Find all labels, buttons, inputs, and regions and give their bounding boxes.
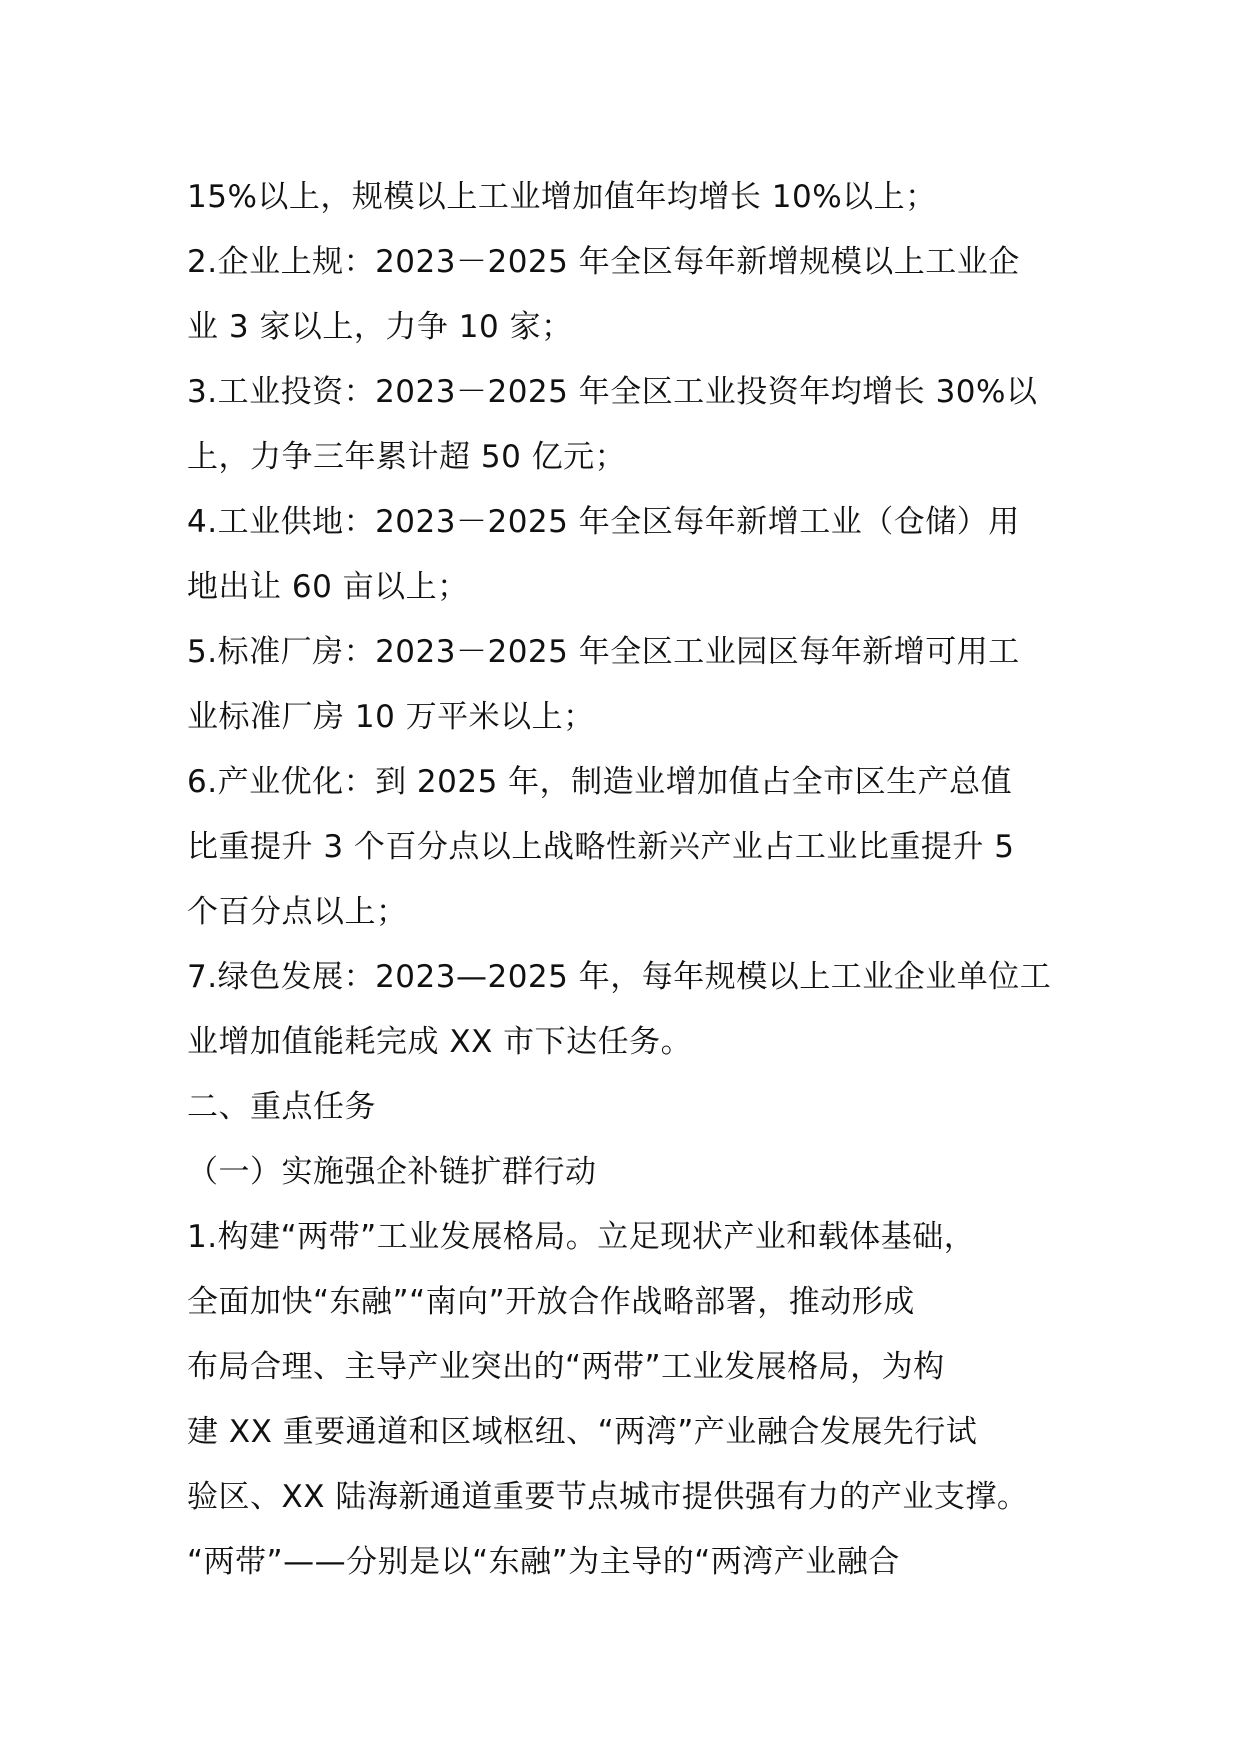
- text-line: 地出让 60 亩以上；: [187, 569, 469, 605]
- document-body: [187, 165, 1067, 1595]
- text-line: 4.工业供地：2023－2025 年全区每年新增工业（仓储）用: [187, 504, 1020, 540]
- text-line: 验区、XX 陆海新通道重要节点城市提供强有力的产业支撑。: [187, 1479, 1029, 1515]
- text-line: 15%以上，规模以上工业增加值年均增长 10%以上；: [187, 179, 937, 215]
- subsection-heading: （一）实施强企补链扩群行动: [187, 1154, 597, 1190]
- text-line: 6.产业优化：到 2025 年，制造业增加值占全市区生产总值: [187, 764, 1013, 800]
- text-line: 布局合理、主导产业突出的“两带”工业发展格局，为构: [187, 1349, 945, 1385]
- text-line: 业 3 家以上，力争 10 家；: [187, 309, 573, 345]
- text-line: 5.标准厂房：2023－2025 年全区工业园区每年新增可用工: [187, 634, 1020, 670]
- text-line: 7.绿色发展：2023—2025 年，每年规模以上工业企业单位工: [187, 959, 1052, 995]
- text-line: 建 XX 重要通道和区域枢纽、“两湾”产业融合发展先行试: [187, 1414, 978, 1450]
- text-line: 业增加值能耗完成 XX 市下达任务。: [187, 1024, 693, 1060]
- text-line: “两带”——分别是以“东融”为主导的“两湾产业融合: [187, 1544, 900, 1580]
- text-line: 1.构建“两带”工业发展格局。立足现状产业和载体基础，: [187, 1219, 976, 1255]
- text-line: 2.企业上规：2023－2025 年全区每年新增规模以上工业企: [187, 244, 1020, 280]
- text-line: 3.工业投资：2023－2025 年全区工业投资年均增长 30%以: [187, 374, 1038, 410]
- text-line: 全面加快“东融”“南向”开放合作战略部署，推动形成: [187, 1284, 915, 1320]
- text-line: 上，力争三年累计超 50 亿元；: [187, 439, 627, 475]
- text-line: 个百分点以上；: [187, 894, 408, 930]
- text-line: 业标准厂房 10 万平米以上；: [187, 699, 595, 735]
- section-heading: 二、重点任务: [187, 1089, 376, 1125]
- text-line: 比重提升 3 个百分点以上战略性新兴产业占工业比重提升 5: [187, 829, 1015, 865]
